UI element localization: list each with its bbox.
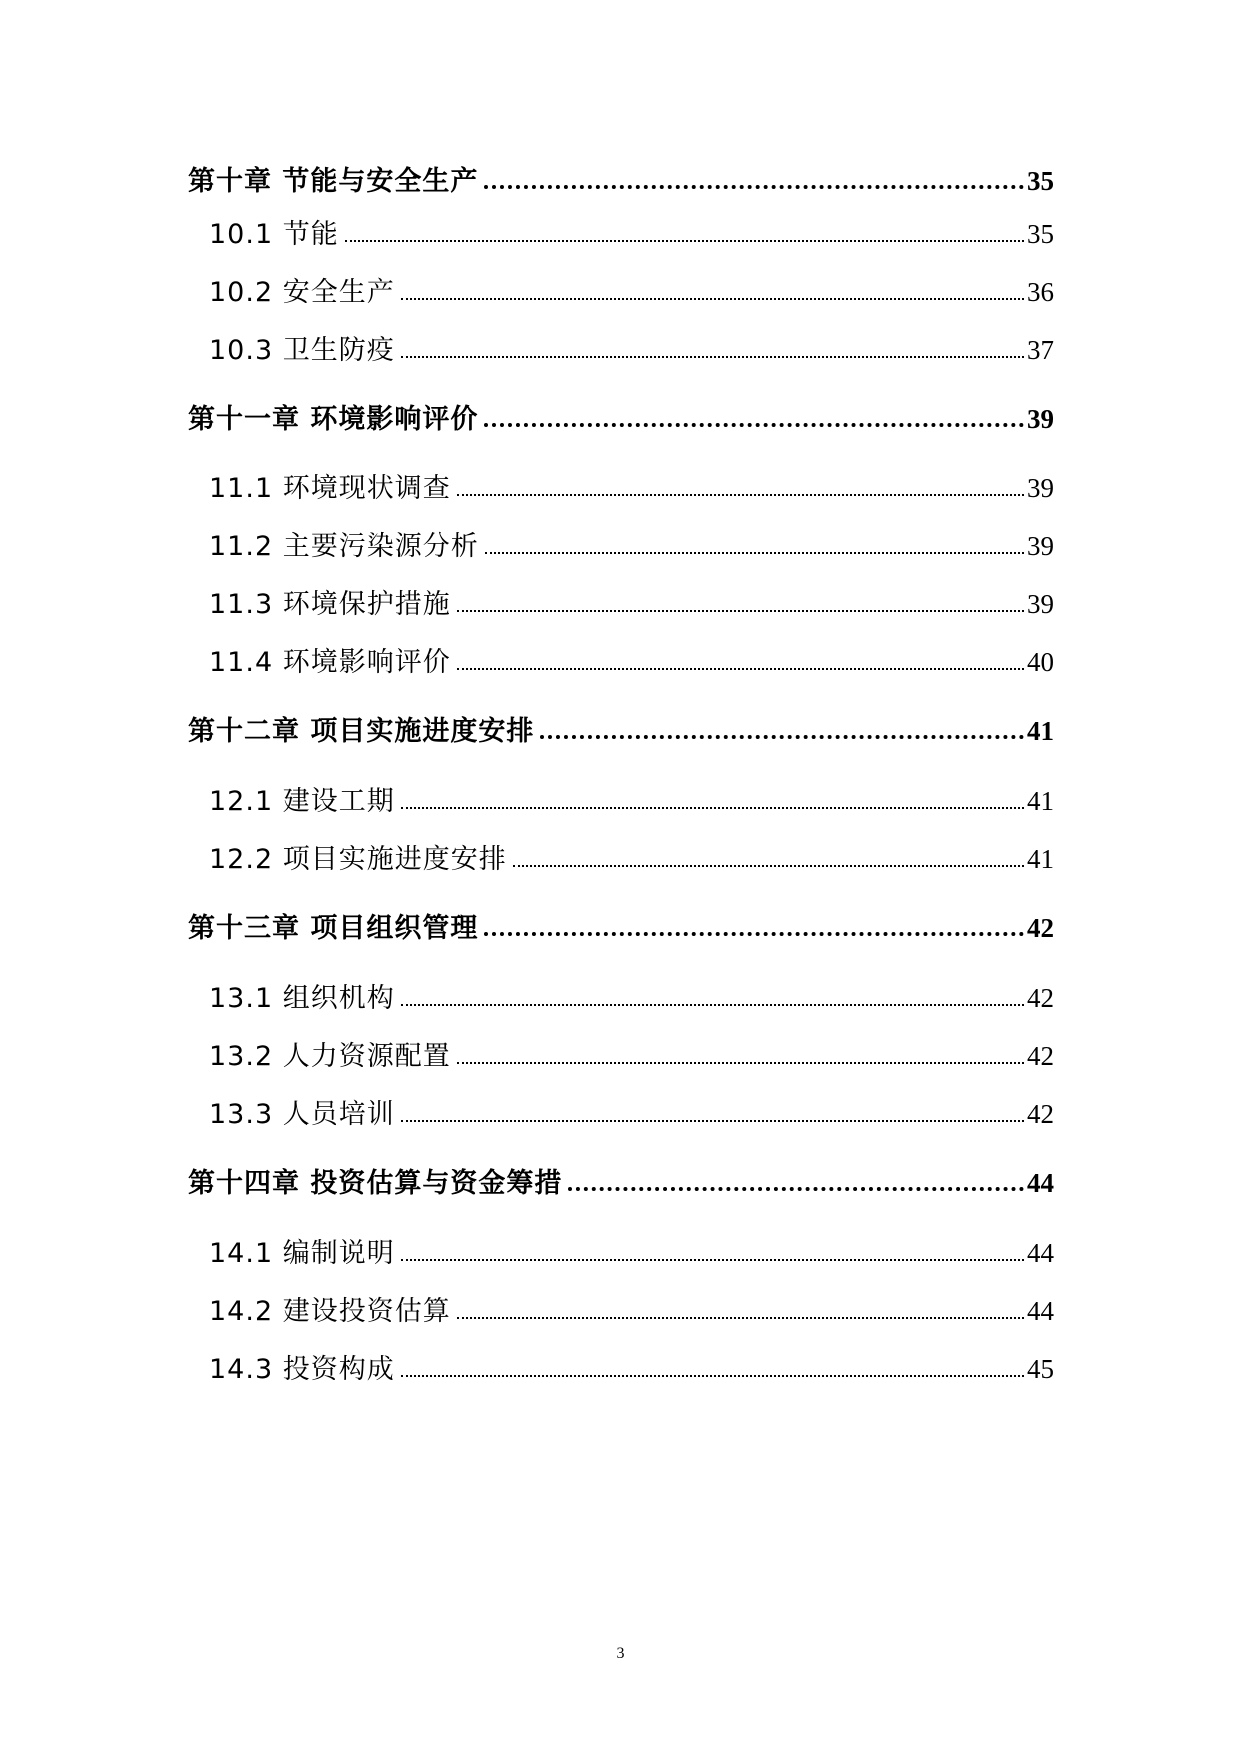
toc-page-number: 42 xyxy=(1027,913,1054,943)
toc-leader-dots xyxy=(345,234,1024,242)
toc-entry-label: 11.2 主要污染源分析 xyxy=(209,531,479,562)
toc-entry-label: 14.1 编制说明 xyxy=(209,1238,395,1269)
toc-page-number: 41 xyxy=(1027,786,1054,816)
toc-entry-label: 14.3 投资构成 xyxy=(209,1354,395,1385)
toc-section-11-1[interactable] xyxy=(209,475,1054,502)
toc-entry-label: 第十三章 项目组织管理 xyxy=(188,913,479,944)
toc-entry-label: 10.1 节能 xyxy=(209,219,339,250)
toc-page-number: 42 xyxy=(1027,983,1054,1013)
toc-leader-dots xyxy=(457,1311,1024,1319)
toc-entry-label: 12.1 建设工期 xyxy=(209,786,395,817)
toc-page-number: 39 xyxy=(1027,404,1054,434)
toc-chapter-14[interactable] xyxy=(188,1170,1054,1197)
toc-leader-dots xyxy=(401,1369,1024,1377)
toc-entry-label: 第十二章 项目实施进度安排 xyxy=(188,716,535,747)
toc-section-13-3[interactable] xyxy=(209,1101,1054,1128)
toc-chapter-11[interactable] xyxy=(188,406,1054,433)
toc-entry-label: 第十章 节能与安全生产 xyxy=(188,166,479,197)
toc-page-number: 35 xyxy=(1027,219,1054,249)
toc-leader-dots xyxy=(457,604,1024,612)
toc-page-number: 44 xyxy=(1027,1238,1054,1268)
toc-leader-dots xyxy=(485,546,1024,554)
toc-section-11-4[interactable] xyxy=(209,649,1054,676)
toc-leader-dots xyxy=(568,1181,1024,1191)
toc-leader-dots xyxy=(401,1114,1024,1122)
toc-section-13-2[interactable] xyxy=(209,1043,1054,1070)
toc-leader-dots xyxy=(457,488,1024,496)
toc-leader-dots xyxy=(540,729,1024,739)
toc-section-12-2[interactable] xyxy=(209,846,1054,873)
toc-entry-label: 11.1 环境现状调查 xyxy=(209,473,451,504)
toc-entry-label: 11.3 环境保护措施 xyxy=(209,589,451,620)
toc-leader-dots xyxy=(401,350,1024,358)
toc-section-10-2[interactable] xyxy=(209,279,1054,306)
toc-page-number: 42 xyxy=(1027,1041,1054,1071)
toc-page-number: 39 xyxy=(1027,473,1054,503)
toc-leader-dots xyxy=(457,1056,1024,1064)
toc-leader-dots xyxy=(484,417,1024,427)
toc-page-number: 44 xyxy=(1027,1296,1054,1326)
toc-entry-label: 13.1 组织机构 xyxy=(209,983,395,1014)
toc-page-number: 41 xyxy=(1027,716,1054,746)
toc-section-11-3[interactable] xyxy=(209,591,1054,618)
toc-chapter-12[interactable] xyxy=(188,718,1054,745)
toc-section-12-1[interactable] xyxy=(209,788,1054,815)
toc-leader-dots xyxy=(401,292,1024,300)
toc-entry-label: 13.2 人力资源配置 xyxy=(209,1041,451,1072)
toc-entry-label: 10.2 安全生产 xyxy=(209,277,395,308)
toc-page-number: 40 xyxy=(1027,647,1054,677)
toc-section-14-1[interactable] xyxy=(209,1240,1054,1267)
toc-leader-dots xyxy=(513,859,1024,867)
toc-entry-label: 10.3 卫生防疫 xyxy=(209,335,395,366)
toc-leader-dots xyxy=(484,926,1024,936)
toc-chapter-10[interactable] xyxy=(188,168,1054,195)
toc-entry-label: 14.2 建设投资估算 xyxy=(209,1296,451,1327)
toc-section-14-2[interactable] xyxy=(209,1298,1054,1325)
toc-section-10-1[interactable] xyxy=(209,221,1054,248)
toc-section-13-1[interactable] xyxy=(209,985,1054,1012)
toc-leader-dots xyxy=(401,1253,1024,1261)
toc-section-14-3[interactable] xyxy=(209,1356,1054,1383)
toc-page-number: 37 xyxy=(1027,335,1054,365)
toc-page-number: 39 xyxy=(1027,589,1054,619)
toc-entry-label: 12.2 项目实施进度安排 xyxy=(209,844,507,875)
toc-page-number: 42 xyxy=(1027,1099,1054,1129)
toc-entry-label: 13.3 人员培训 xyxy=(209,1099,395,1130)
toc-section-10-3[interactable] xyxy=(209,337,1054,364)
page-number-footer: 3 xyxy=(616,1645,625,1662)
toc-entry-label: 11.4 环境影响评价 xyxy=(209,647,451,678)
toc-entry-label: 第十四章 投资估算与资金筹措 xyxy=(188,1168,563,1199)
toc-page-number: 35 xyxy=(1027,166,1054,196)
toc-leader-dots xyxy=(484,179,1024,189)
toc-entry-label: 第十一章 环境影响评价 xyxy=(188,404,479,435)
toc-section-11-2[interactable] xyxy=(209,533,1054,560)
toc-page-number: 44 xyxy=(1027,1168,1054,1198)
toc-leader-dots xyxy=(401,998,1024,1006)
toc-page-number: 36 xyxy=(1027,277,1054,307)
toc-leader-dots xyxy=(401,801,1024,809)
toc-page-number: 39 xyxy=(1027,531,1054,561)
toc-leader-dots xyxy=(457,662,1024,670)
toc-page-number: 45 xyxy=(1027,1354,1054,1384)
toc-chapter-13[interactable] xyxy=(188,915,1054,942)
toc-page-number: 41 xyxy=(1027,844,1054,874)
